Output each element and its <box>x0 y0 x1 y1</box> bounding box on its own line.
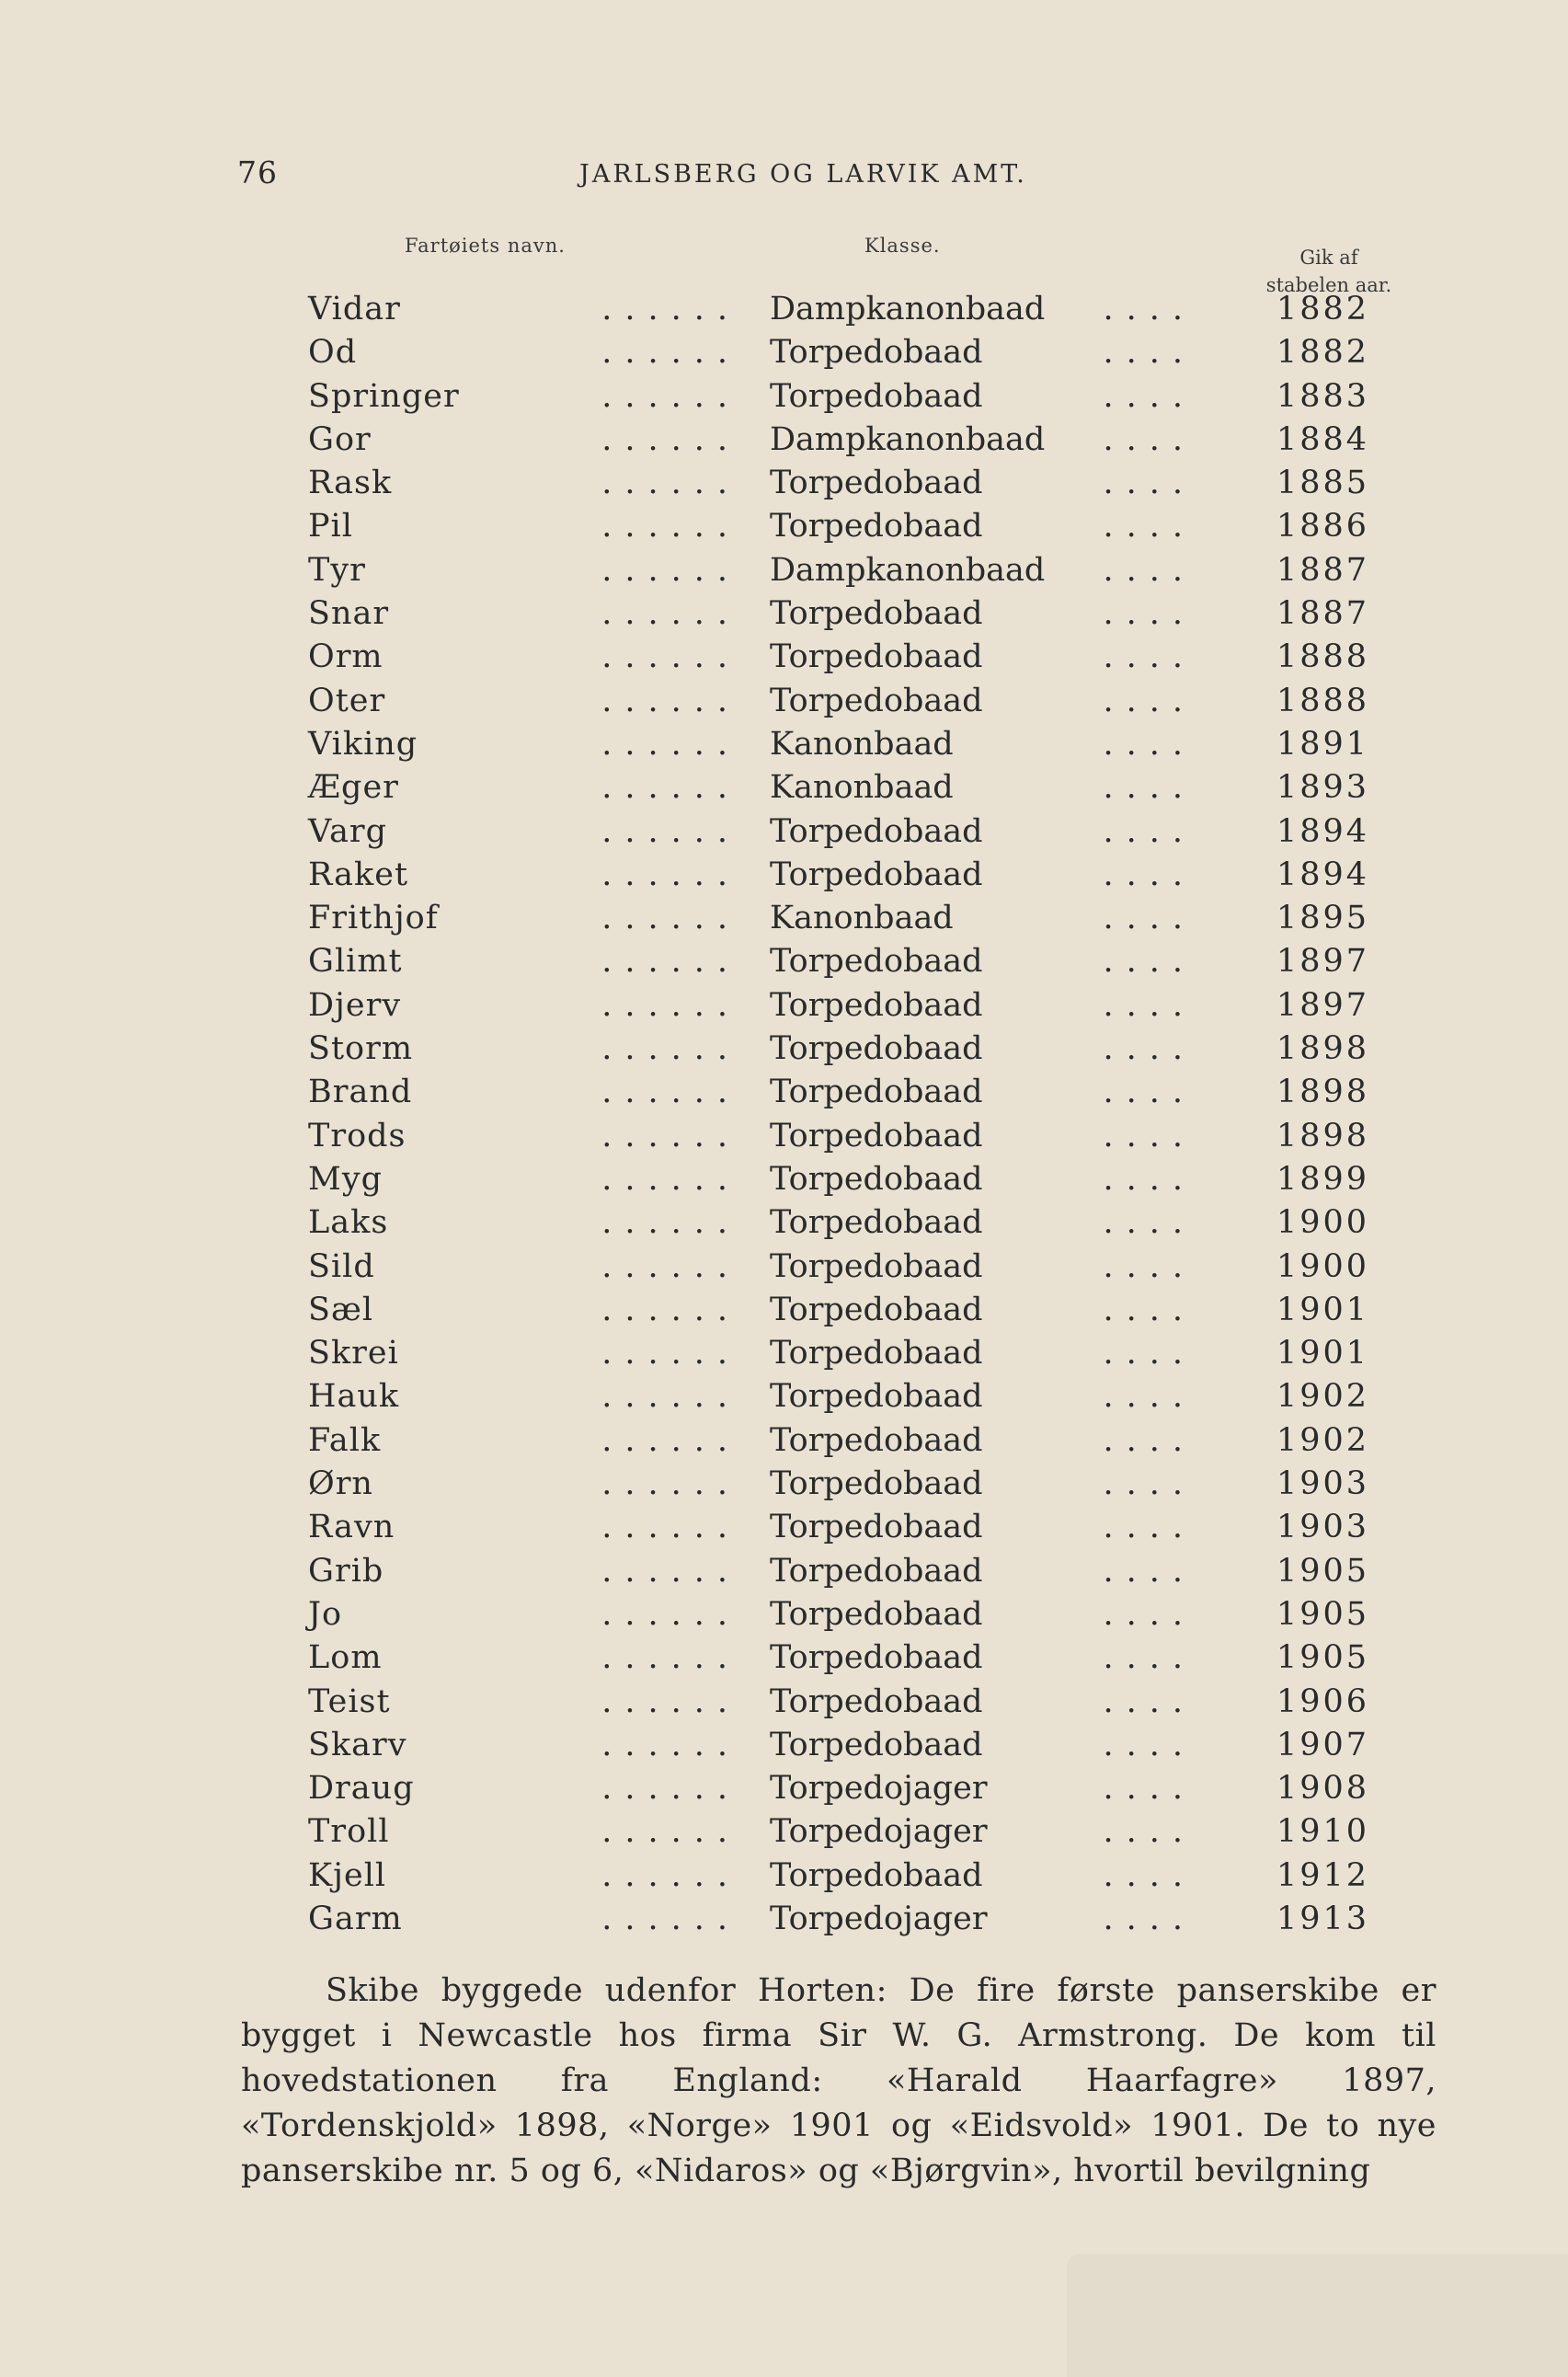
vessel-name: Oter <box>308 682 386 719</box>
vessel-name: Vidar <box>308 291 401 327</box>
launch-year: 1891 <box>1276 725 1370 763</box>
vessel-name: Glimt <box>308 943 403 981</box>
page-header <box>0 155 1568 191</box>
leader-dots: .... <box>1103 1421 1196 1459</box>
vessel-class: Dampkanonbaad <box>770 420 1046 458</box>
leader-dots: .... <box>1103 986 1196 1024</box>
vessel-name: Garm <box>308 1900 403 1937</box>
vessel-name: Skrei <box>308 1335 399 1372</box>
leader-dots: ...... <box>601 1770 740 1808</box>
leader-dots: ...... <box>601 1682 740 1720</box>
table-row <box>0 1332 1568 1375</box>
vessel-name: Sild <box>308 1247 375 1285</box>
leader-dots: ...... <box>601 465 740 502</box>
leader-dots: ...... <box>601 725 740 763</box>
vessel-name: Pil <box>308 508 353 545</box>
launch-year: 1885 <box>1276 465 1370 502</box>
leader-dots: ...... <box>601 1074 740 1111</box>
vessel-class: Torpedojager <box>770 1813 988 1851</box>
table-row <box>0 592 1568 636</box>
leader-dots: .... <box>1103 1856 1196 1894</box>
launch-year: 1906 <box>1276 1682 1370 1720</box>
table-row <box>0 897 1568 940</box>
vessel-class: Torpedobaad <box>770 986 983 1024</box>
leader-dots: .... <box>1103 1160 1196 1198</box>
launch-year: 1901 <box>1276 1335 1370 1372</box>
leader-dots: .... <box>1103 1030 1196 1068</box>
leader-dots: ...... <box>601 812 740 850</box>
leader-dots: .... <box>1103 551 1196 589</box>
launch-year: 1882 <box>1276 291 1370 327</box>
leader-dots: ...... <box>601 420 740 458</box>
table-row <box>0 723 1568 766</box>
leader-dots: ...... <box>601 1465 740 1503</box>
leader-dots: ...... <box>601 1030 740 1068</box>
leader-dots: .... <box>1103 769 1196 807</box>
launch-year: 1895 <box>1276 900 1370 937</box>
launch-year: 1884 <box>1276 420 1370 458</box>
leader-dots: .... <box>1103 1552 1196 1590</box>
leader-dots: .... <box>1103 1204 1196 1242</box>
vessel-name: Troll <box>308 1813 390 1851</box>
leader-dots: ...... <box>601 638 740 676</box>
table-row <box>0 1419 1568 1463</box>
vessel-class: Torpedobaad <box>770 334 983 372</box>
vessel-name: Falk <box>308 1421 382 1459</box>
launch-year: 1913 <box>1276 1900 1370 1937</box>
launch-year: 1905 <box>1276 1552 1370 1590</box>
table-row <box>0 375 1568 419</box>
leader-dots: ...... <box>601 595 740 633</box>
vessel-name: Sæl <box>308 1291 374 1328</box>
leader-dots: .... <box>1103 1639 1196 1677</box>
vessel-name: Draug <box>308 1770 415 1808</box>
leader-dots: .... <box>1103 1726 1196 1763</box>
table-row <box>0 1028 1568 1071</box>
leader-dots: .... <box>1103 1465 1196 1503</box>
leader-dots: .... <box>1103 900 1196 937</box>
leader-dots: .... <box>1103 1770 1196 1808</box>
vessel-name: Od <box>308 334 358 372</box>
table-row <box>0 636 1568 679</box>
vessel-name: Jo <box>308 1595 343 1633</box>
launch-year: 1900 <box>1276 1204 1370 1242</box>
vessel-name: Snar <box>308 595 390 633</box>
leader-dots: .... <box>1103 1378 1196 1416</box>
vessel-class: Torpedobaad <box>770 595 983 633</box>
vessel-name: Raket <box>308 855 409 893</box>
vessel-class: Torpedobaad <box>770 682 983 719</box>
table-row <box>0 1201 1568 1245</box>
table-row <box>0 1724 1568 1767</box>
vessel-class: Torpedobaad <box>770 1465 983 1503</box>
vessel-name: Rask <box>308 465 393 502</box>
leader-dots: ...... <box>601 291 740 327</box>
vessel-class: Dampkanonbaad <box>770 291 1046 327</box>
leader-dots: .... <box>1103 334 1196 372</box>
leader-dots: .... <box>1103 1595 1196 1633</box>
vessel-class: Torpedobaad <box>770 1552 983 1590</box>
vessel-class: Torpedobaad <box>770 1726 983 1763</box>
table-row <box>0 462 1568 505</box>
vessel-class: Kanonbaad <box>770 769 954 807</box>
body-paragraph <box>241 1969 1436 2194</box>
launch-year: 1893 <box>1276 769 1370 807</box>
launch-year: 1897 <box>1276 943 1370 981</box>
leader-dots: .... <box>1103 377 1196 415</box>
vessel-name: Orm <box>308 638 383 676</box>
vessel-class: Torpedobaad <box>770 1204 983 1242</box>
leader-dots: ...... <box>601 769 740 807</box>
vessel-table <box>0 288 1568 1941</box>
leader-dots: ...... <box>601 1639 740 1677</box>
leader-dots: .... <box>1103 638 1196 676</box>
vessel-class: Torpedobaad <box>770 638 983 676</box>
launch-year: 1888 <box>1276 638 1370 676</box>
vessel-class: Torpedobaad <box>770 1421 983 1459</box>
launch-year: 1910 <box>1276 1813 1370 1851</box>
vessel-name: Skarv <box>308 1726 407 1763</box>
vessel-class: Kanonbaad <box>770 725 954 763</box>
leader-dots: ...... <box>601 334 740 372</box>
leader-dots: ...... <box>601 1291 740 1328</box>
vessel-class: Torpedobaad <box>770 1160 983 1198</box>
launch-year: 1886 <box>1276 508 1370 545</box>
vessel-class: Torpedobaad <box>770 1247 983 1285</box>
vessel-name: Gor <box>308 420 372 458</box>
launch-year: 1905 <box>1276 1639 1370 1677</box>
launch-year: 1902 <box>1276 1421 1370 1459</box>
table-row <box>0 680 1568 723</box>
vessel-class: Torpedojager <box>770 1770 988 1808</box>
leader-dots: ...... <box>601 508 740 545</box>
leader-dots: ...... <box>601 1726 740 1763</box>
leader-dots: ...... <box>601 1421 740 1459</box>
leader-dots: ...... <box>601 1813 740 1851</box>
table-row <box>0 1463 1568 1506</box>
launch-year: 1898 <box>1276 1030 1370 1068</box>
launch-year: 1882 <box>1276 334 1370 372</box>
table-row <box>0 1289 1568 1332</box>
launch-year: 1907 <box>1276 1726 1370 1763</box>
launch-year: 1894 <box>1276 855 1370 893</box>
leader-dots: ...... <box>601 1856 740 1894</box>
paragraph-text: Skibe byggede udenfor Horten: De fire første panserskibe er bygget i Newcastle hos firma Sir W. G. Armstrong. De kom til hovedstationen fra England: «Harald Haarfagre» 1897, «Tordenskjold» 1898, «Norge» 1901 og «Eidsvold» 1901. De to nye panserskibe nr. 5 og 6, «Nidaros» og «Bjørgvin», hvortil bevilgning <box>241 1972 1436 2189</box>
leader-dots: .... <box>1103 420 1196 458</box>
table-row <box>0 1681 1568 1724</box>
vessel-class: Torpedobaad <box>770 1856 983 1894</box>
table-row <box>0 419 1568 462</box>
page-corner-shadow <box>1067 2254 1568 2377</box>
vessel-name: Djerv <box>308 986 402 1024</box>
launch-year: 1883 <box>1276 377 1370 415</box>
leader-dots: .... <box>1103 682 1196 719</box>
leader-dots: .... <box>1103 1813 1196 1851</box>
leader-dots: ...... <box>601 1552 740 1590</box>
vessel-class: Torpedobaad <box>770 508 983 545</box>
leader-dots: .... <box>1103 1117 1196 1154</box>
table-row <box>0 854 1568 897</box>
table-row <box>0 505 1568 548</box>
launch-year: 1897 <box>1276 986 1370 1024</box>
leader-dots: ...... <box>601 1378 740 1416</box>
leader-dots: ...... <box>601 900 740 937</box>
launch-year: 1887 <box>1276 595 1370 633</box>
column-header-name: Fartøiets navn. <box>405 235 566 257</box>
leader-dots: .... <box>1103 1291 1196 1328</box>
launch-year: 1901 <box>1276 1291 1370 1328</box>
table-row <box>0 1158 1568 1201</box>
vessel-name: Ravn <box>308 1509 395 1546</box>
vessel-name: Laks <box>308 1204 389 1242</box>
leader-dots: .... <box>1103 943 1196 981</box>
leader-dots: .... <box>1103 465 1196 502</box>
launch-year: 1894 <box>1276 812 1370 850</box>
launch-year: 1905 <box>1276 1595 1370 1633</box>
column-header-class: Klasse. <box>864 235 941 257</box>
table-row <box>0 810 1568 854</box>
vessel-name: Teist <box>308 1682 391 1720</box>
table-row <box>0 1115 1568 1158</box>
launch-year: 1903 <box>1276 1465 1370 1503</box>
leader-dots: .... <box>1103 855 1196 893</box>
launch-year: 1887 <box>1276 551 1370 589</box>
vessel-class: Torpedobaad <box>770 1291 983 1328</box>
vessel-class: Torpedobaad <box>770 1639 983 1677</box>
vessel-class: Torpedobaad <box>770 1509 983 1546</box>
vessel-class: Torpedobaad <box>770 1378 983 1416</box>
table-row <box>0 1246 1568 1289</box>
leader-dots: ...... <box>601 551 740 589</box>
leader-dots: ...... <box>601 1117 740 1154</box>
leader-dots: .... <box>1103 1247 1196 1285</box>
table-row <box>0 549 1568 592</box>
leader-dots: .... <box>1103 508 1196 545</box>
vessel-class: Torpedobaad <box>770 855 983 893</box>
leader-dots: ...... <box>601 1900 740 1937</box>
vessel-class: Torpedobaad <box>770 1335 983 1372</box>
page-number: 76 <box>237 155 278 190</box>
leader-dots: ...... <box>601 1595 740 1633</box>
launch-year: 1902 <box>1276 1378 1370 1416</box>
leader-dots: ...... <box>601 1204 740 1242</box>
vessel-class: Torpedobaad <box>770 1117 983 1154</box>
table-row <box>0 1375 1568 1418</box>
table-row <box>0 1898 1568 1941</box>
vessel-name: Viking <box>308 725 418 763</box>
vessel-class: Torpedobaad <box>770 1595 983 1633</box>
vessel-name: Hauk <box>308 1378 400 1416</box>
leader-dots: .... <box>1103 725 1196 763</box>
vessel-class: Torpedobaad <box>770 1074 983 1111</box>
vessel-name: Brand <box>308 1074 413 1111</box>
vessel-name: Storm <box>308 1030 414 1068</box>
vessel-class: Torpedobaad <box>770 1682 983 1720</box>
leader-dots: ...... <box>601 377 740 415</box>
vessel-name: Springer <box>308 377 460 415</box>
leader-dots: .... <box>1103 1682 1196 1720</box>
leader-dots: .... <box>1103 1335 1196 1372</box>
vessel-class: Torpedojager <box>770 1900 988 1937</box>
vessel-name: Ørn <box>308 1465 373 1503</box>
leader-dots: ...... <box>601 1160 740 1198</box>
column-header-year-line1: Gik af <box>1299 247 1358 269</box>
launch-year: 1898 <box>1276 1074 1370 1111</box>
vessel-class: Torpedobaad <box>770 1030 983 1068</box>
table-row <box>0 1767 1568 1810</box>
table-row <box>0 1593 1568 1636</box>
table-row <box>0 1855 1568 1898</box>
leader-dots: ...... <box>601 943 740 981</box>
vessel-name: Varg <box>308 812 388 850</box>
leader-dots: .... <box>1103 1900 1196 1937</box>
vessel-name: Myg <box>308 1160 383 1198</box>
table-row <box>0 1506 1568 1549</box>
leader-dots: ...... <box>601 1509 740 1546</box>
launch-year: 1888 <box>1276 682 1370 719</box>
table-row <box>0 766 1568 810</box>
leader-dots: .... <box>1103 291 1196 327</box>
vessel-class: Torpedobaad <box>770 812 983 850</box>
vessel-name: Trods <box>308 1117 406 1154</box>
leader-dots: ...... <box>601 1247 740 1285</box>
launch-year: 1908 <box>1276 1770 1370 1808</box>
leader-dots: .... <box>1103 1074 1196 1111</box>
vessel-name: Grib <box>308 1552 384 1590</box>
launch-year: 1903 <box>1276 1509 1370 1546</box>
column-headers <box>0 235 1568 296</box>
launch-year: 1898 <box>1276 1117 1370 1154</box>
launch-year: 1899 <box>1276 1160 1370 1198</box>
launch-year: 1912 <box>1276 1856 1370 1894</box>
vessel-name: Kjell <box>308 1856 387 1894</box>
table-row <box>0 1071 1568 1114</box>
vessel-class: Dampkanonbaad <box>770 551 1046 589</box>
table-row <box>0 1550 1568 1593</box>
column-header-year-line2: stabelen aar. <box>1265 274 1392 296</box>
table-row <box>0 331 1568 374</box>
table-row <box>0 984 1568 1028</box>
leader-dots: .... <box>1103 1509 1196 1546</box>
vessel-class: Kanonbaad <box>770 900 954 937</box>
leader-dots: .... <box>1103 812 1196 850</box>
vessel-name: Tyr <box>308 551 366 589</box>
vessel-name: Lom <box>308 1639 383 1677</box>
running-title: JARLSBERG OG LARVIK AMT. <box>579 160 1027 189</box>
table-row <box>0 940 1568 983</box>
table-row <box>0 1636 1568 1680</box>
vessel-name: Æger <box>308 769 399 807</box>
vessel-class: Torpedobaad <box>770 377 983 415</box>
launch-year: 1900 <box>1276 1247 1370 1285</box>
vessel-name: Frithjof <box>308 900 439 937</box>
leader-dots: ...... <box>601 855 740 893</box>
vessel-class: Torpedobaad <box>770 943 983 981</box>
leader-dots: ...... <box>601 1335 740 1372</box>
leader-dots: ...... <box>601 682 740 719</box>
leader-dots: ...... <box>601 986 740 1024</box>
table-row <box>0 288 1568 331</box>
table-row <box>0 1810 1568 1854</box>
vessel-class: Torpedobaad <box>770 465 983 502</box>
leader-dots: .... <box>1103 595 1196 633</box>
